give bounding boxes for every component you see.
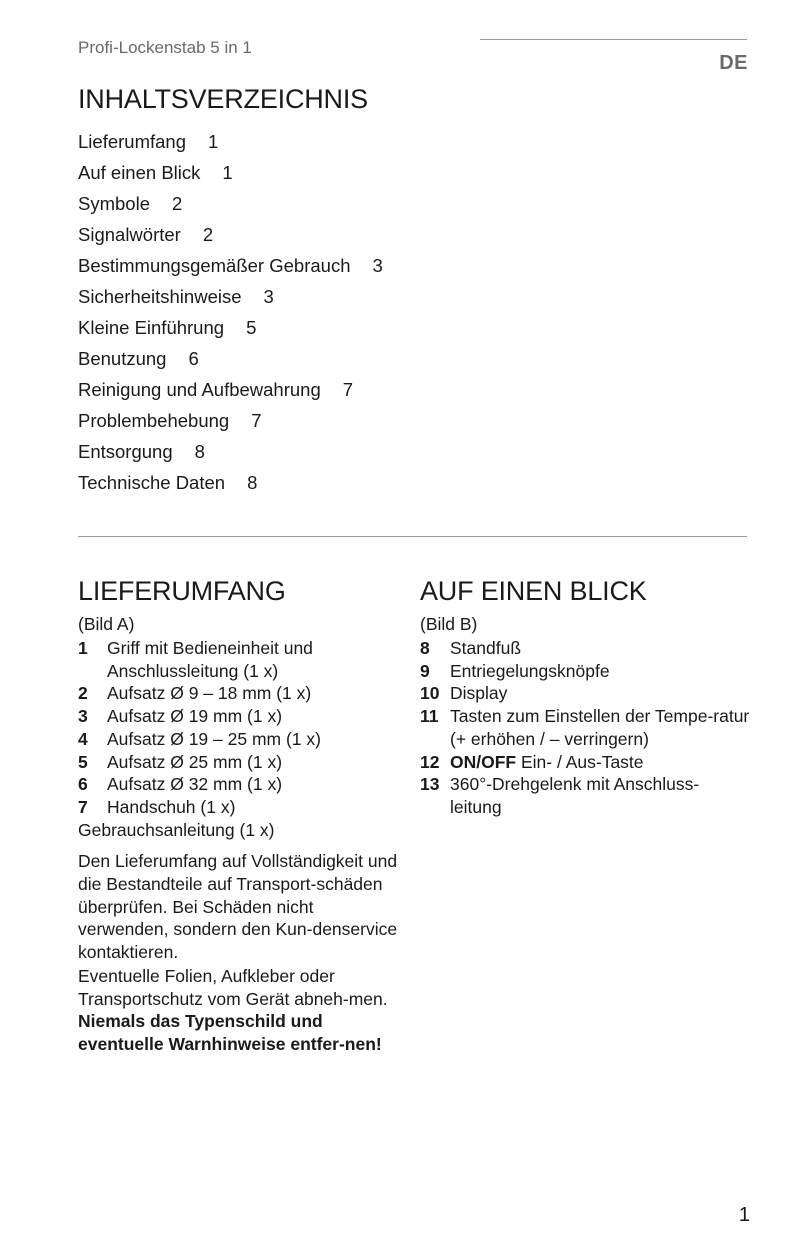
- item-text: [450, 705, 750, 750]
- toc-entry[interactable]: [78, 157, 383, 188]
- figure-reference: (Bild A): [78, 614, 135, 634]
- toc-entry-label: Auf einen Blick: [78, 162, 201, 183]
- item-text: Aufsatz Ø 19 – 25 mm (1 x): [107, 728, 321, 749]
- toc-entry-label: Benutzung: [78, 348, 167, 369]
- item-number: 5: [78, 751, 88, 772]
- auf-einen-blick-heading: AUF EINEN BLICK: [420, 576, 647, 606]
- item-number: 3: [78, 706, 88, 727]
- item-text: [450, 773, 750, 818]
- toc-entry-label: Sicherheitshinweise: [78, 286, 242, 307]
- manual-item: Gebrauchsanleitung (1 x): [78, 819, 275, 840]
- item-number: 6: [78, 774, 88, 795]
- list-item: [78, 705, 398, 728]
- toc-entry-page: 8: [194, 441, 205, 462]
- item-text: [450, 682, 750, 705]
- item-number: 7: [78, 796, 88, 817]
- toc-entry[interactable]: [78, 188, 383, 219]
- item-number: 8: [420, 638, 430, 658]
- list-item: [420, 637, 750, 660]
- item-text-content: Standfuß: [450, 638, 522, 658]
- item-number: 2: [78, 683, 88, 704]
- toc-entry-page: 1: [222, 162, 233, 183]
- warning-text: Niemals das Typenschild und eventuelle Warnhinweise entfer-nen!: [78, 1011, 382, 1054]
- toc-entry[interactable]: [78, 219, 383, 250]
- toc-entry[interactable]: [78, 467, 383, 498]
- toc-entry-label: Technische Daten: [78, 472, 226, 493]
- list-item: [78, 773, 398, 796]
- toc-entry-page: 3: [372, 255, 383, 276]
- toc-entry-label: Entsorgung: [78, 441, 173, 462]
- toc-entry-label: Reinigung und Aufbewahrung: [78, 379, 321, 400]
- parts-overview-list: [420, 637, 750, 819]
- list-item: [78, 728, 398, 751]
- toc-entry[interactable]: [78, 343, 383, 374]
- list-item: [78, 796, 398, 819]
- list-item: [420, 682, 750, 705]
- toc-entry[interactable]: [78, 126, 383, 157]
- auf-einen-blick-section: [420, 576, 750, 819]
- item-text: Handschuh (1 x): [107, 796, 236, 817]
- inspection-note: Den Lieferumfang auf Vollständigkeit und die Bestandteile auf Transport-schäden überprüfen. Bei Schäden nicht verwenden, sondern den Kun-denservice kontaktieren.: [78, 851, 398, 963]
- toc-entry[interactable]: [78, 436, 383, 467]
- list-item: [78, 751, 398, 774]
- item-text: Aufsatz Ø 25 mm (1 x): [107, 751, 283, 772]
- item-bold-text: ON/OFF: [450, 751, 517, 772]
- item-text-content: Tasten zum Einstellen der Tempe-ratur (+ erhöhen / – verringern): [450, 706, 750, 749]
- package-contents-list: [78, 637, 398, 819]
- toc-entry-page: 8: [247, 472, 258, 493]
- list-item: [420, 705, 750, 750]
- list-item: [420, 660, 750, 683]
- item-number: 9: [420, 660, 430, 681]
- item-text-content: Ein- / Aus-Taste: [516, 751, 644, 772]
- toc-entry-page: 6: [188, 348, 199, 369]
- item-number: 10: [420, 683, 440, 704]
- item-number: 11: [420, 706, 439, 727]
- toc-entry-page: 7: [251, 410, 262, 431]
- item-text: [450, 660, 750, 683]
- item-number: 1: [78, 638, 88, 658]
- item-number: 12: [420, 751, 440, 772]
- toc-entry-page: 2: [171, 193, 183, 214]
- section-divider: [78, 536, 747, 537]
- toc-entry[interactable]: [78, 281, 383, 312]
- header-divider: [480, 39, 747, 40]
- page-number: 1: [738, 1204, 750, 1226]
- table-of-contents: [78, 126, 383, 498]
- list-item: [78, 637, 398, 682]
- toc-entry-page: 2: [202, 224, 214, 245]
- toc-entry-page: 7: [342, 379, 354, 400]
- toc-entry-label: Symbole: [78, 193, 150, 214]
- list-item: [420, 773, 750, 818]
- toc-entry[interactable]: [78, 374, 383, 405]
- toc-entry-label: Bestimmungsgemäßer Gebrauch: [78, 255, 351, 276]
- toc-entry[interactable]: [78, 312, 383, 343]
- item-number: 13: [420, 774, 440, 795]
- toc-entry-page: 3: [263, 286, 274, 307]
- toc-entry-page: 1: [207, 131, 219, 152]
- language-tag: DE: [719, 52, 748, 74]
- item-text: Aufsatz Ø 19 mm (1 x): [107, 706, 283, 727]
- item-text: [450, 751, 750, 774]
- item-text-content: Display: [450, 683, 508, 704]
- toc-entry-label: Lieferumfang: [78, 131, 186, 152]
- toc-entry-label: Signalwörter: [78, 224, 181, 245]
- item-text: [450, 637, 750, 660]
- item-text: Aufsatz Ø 9 – 18 mm (1 x): [107, 683, 312, 704]
- toc-heading: INHALTSVERZEICHNIS: [78, 84, 368, 114]
- lieferumfang-section: [78, 576, 398, 1056]
- removal-note: [78, 965, 398, 1056]
- figure-reference: (Bild B): [420, 614, 478, 634]
- item-text-content: 360°-Drehgelenk mit Anschluss-leitung: [450, 774, 700, 817]
- item-text: Griff mit Bedieneinheit und Anschlussleitung (1 x): [107, 638, 313, 681]
- toc-entry[interactable]: [78, 405, 383, 436]
- toc-entry[interactable]: [78, 250, 383, 281]
- item-text-content: Entriegelungsknöpfe: [450, 660, 610, 681]
- toc-entry-label: Problembehebung: [78, 410, 230, 431]
- toc-entry-label: Kleine Einführung: [78, 317, 225, 338]
- document-title: Profi-Lockenstab 5 in 1: [78, 38, 252, 57]
- toc-entry-page: 5: [246, 317, 257, 338]
- list-item: [78, 682, 398, 705]
- item-number: 4: [78, 728, 88, 749]
- lieferumfang-heading: LIEFERUMFANG: [78, 576, 286, 606]
- item-text: Aufsatz Ø 32 mm (1 x): [107, 774, 283, 795]
- list-item: [420, 751, 750, 774]
- removal-note-text: Eventuelle Folien, Aufkleber oder Transportschutz vom Gerät abneh-men.: [78, 965, 388, 1009]
